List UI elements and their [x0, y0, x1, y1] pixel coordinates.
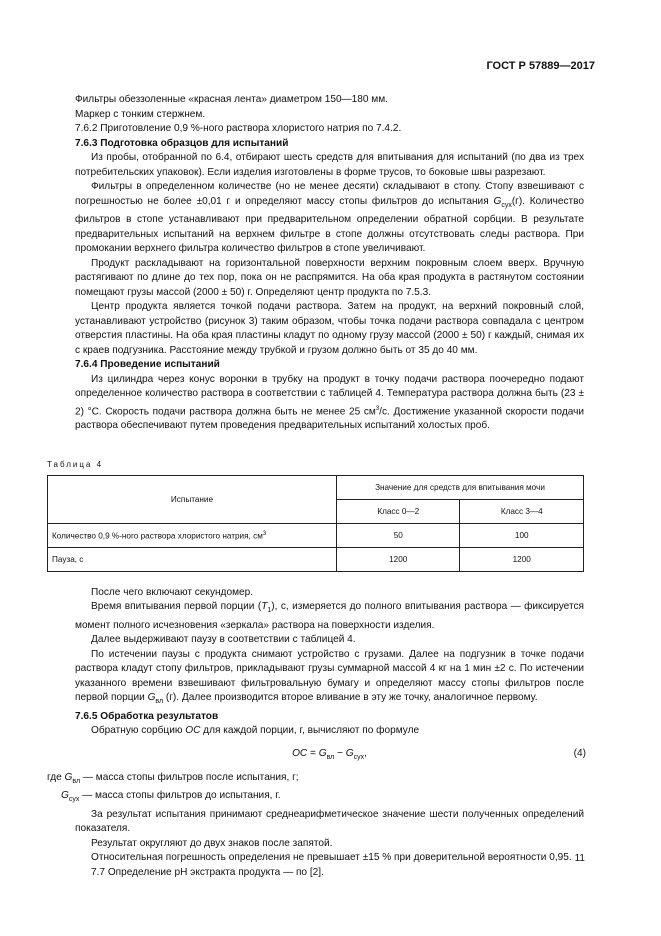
paragraph: Результат округляют до двух знаков после запятой.	[91, 837, 333, 849]
paragraph: Из цилиндра через конус воронки в трубку на продукт в точку подачи раствора поочередно подают определенное количество раствора в соответствии с таблицей 4. Температура раствора должна быть (23 ± 2) °С. Скорость подачи раствора должна быть не менее 25 $см^3/с$. Достижение указанной скорости подачи раствора обеспечивают путем проведения предварительных испытаний холостых проб.	[75, 373, 585, 432]
section-heading-7-6-5: 7.6.5 Обработка результатов	[75, 710, 219, 722]
paragraph: Центр продукта является точкой подачи раствора. Затем на продукт, на верхний покровный слой, устанавливают устройство (рисунок 3) таким образом, чтобы точка подачи раствора совпадала с центром отверстия пластины. На оба края пластины кладут по одному грузу массой (2000 ± 50) г каждый, снимая их с краев подгузника. Расстояние между трубкой и грузом должно быть от 35 до 40 мм.	[75, 301, 584, 356]
table-cell: Пауза, с	[48, 547, 337, 571]
formula-4: ОС = $G_{вл} - G_{сух}$, (4)	[292, 747, 586, 761]
paragraph: Продукт раскладывают на горизонтальной поверхности верхним покровным слоем вверх. Вручную растягивают по длине до тех пор, пока он не распрямится. На оба края продукта в растянутом состоянии помещают грузы массой (2000 ± 50) г. Определяют центр продукта по 7.5.3.	[75, 257, 584, 298]
table-row	[48, 547, 584, 571]
document-code: ГОСТ Р 57889—2017	[486, 60, 595, 72]
table-row	[48, 523, 584, 547]
table-caption: Таблица 4	[47, 459, 104, 469]
page-content	[47, 93, 586, 880]
paragraph: 7.6.2 Приготовление 0,9 %-ного раствора хлористого натрия по 7.4.2.	[75, 123, 402, 134]
paragraph: Время впитывания первой порции $(T_1)$, с, измеряется до полного впитывания раствора — фиксируется момент полного исчезновения «зеркала» раствора на поверхности изделия.	[75, 601, 584, 631]
table-header-class1: Класс 0—2	[337, 499, 460, 523]
table-4	[47, 475, 584, 572]
section-heading-7-6-3: 7.6.3 Подготовка образцов для испытаний	[75, 137, 289, 149]
paragraph: Далее выдерживают паузу в соответствии с таблицей 4.	[91, 634, 356, 646]
formula-legend: $G_{сух}$ — масса стопы фильтров до испытания, г.	[61, 790, 281, 804]
table-header-test: Испытание	[48, 475, 337, 523]
page-number: 11	[574, 853, 585, 864]
table-cell: 50	[337, 523, 460, 547]
paragraph: Относительная погрешность определения не превышает ±15 % при доверительной вероятности 0,95.	[91, 852, 572, 864]
formula-number: (4)	[573, 747, 586, 759]
table-cell: 1200	[460, 547, 584, 571]
paragraph: Фильтры обеззоленные «красная лента» диаметром 150—180 мм.	[75, 94, 388, 105]
paragraph: Обратную сорбцию ОС для каждой порции, г, вычисляют по формуле	[91, 725, 420, 737]
table-cell: Количество 0,9 %-ного раствора хлористого натрия, $см^3$	[48, 523, 337, 547]
table-cell: 1200	[337, 547, 460, 571]
paragraph: Из пробы, отобранной по 6.4, отбирают шесть средств для впитывания для испытаний (по два из трех потребительских упаковок). Если изделия изготовлены в форме трусов, то боковые швы разрезают.	[75, 152, 584, 178]
section-heading-7-7: 7.7 Определение pH экстракта продукта — по [2].	[91, 866, 324, 878]
table-cell: 100	[460, 523, 584, 547]
paragraph: Фильтры в определенном количестве (но не менее десяти) складывают в стопу. Стопу взвешивают с погрешностью не более ±0,01 г и определяют массу стопы фильтров до испытания $G_{сух}(г)$. Количество фильтров в стопе устанавливают при предварительном определении обратной сорбции. В результате предварительных испытаний на верхнем фильтре в стопе должны отсутствовать следы раствора. При промокании верхнего фильтра количество фильтров в стопе увеличивают.	[75, 181, 584, 255]
table-header-class2: Класс 3—4	[460, 499, 584, 523]
section-heading-7-6-4: 7.6.4 Проведение испытаний	[75, 359, 220, 371]
paragraph: Маркер с тонким стержнем.	[75, 108, 206, 120]
paragraph: За результат испытания принимают среднеарифметическое значение шести полученных определений показателя.	[75, 808, 584, 835]
table-header-value: Значение для средств для впитывания мочи	[337, 475, 584, 499]
paragraph: По истечении паузы с продукта снимают устройство с грузами. Далее на подгузник в точке подачи раствора кладут стопу фильтров, прикладывают грузы суммарной массой 4 кг на 1 мин ±2 с. По истечении указанного времени взвешивают фильтровальную бумагу и определяют массу стопы фильтров после первой порции $G_{вл}$ (г). Далее производится второе вливание в эту же точку, аналогичное первому.	[75, 648, 584, 706]
formula-legend: где $G_{вл}$ — масса стопы фильтров после испытания, г;	[47, 771, 299, 785]
paragraph: После чего включают секундомер.	[91, 586, 254, 598]
